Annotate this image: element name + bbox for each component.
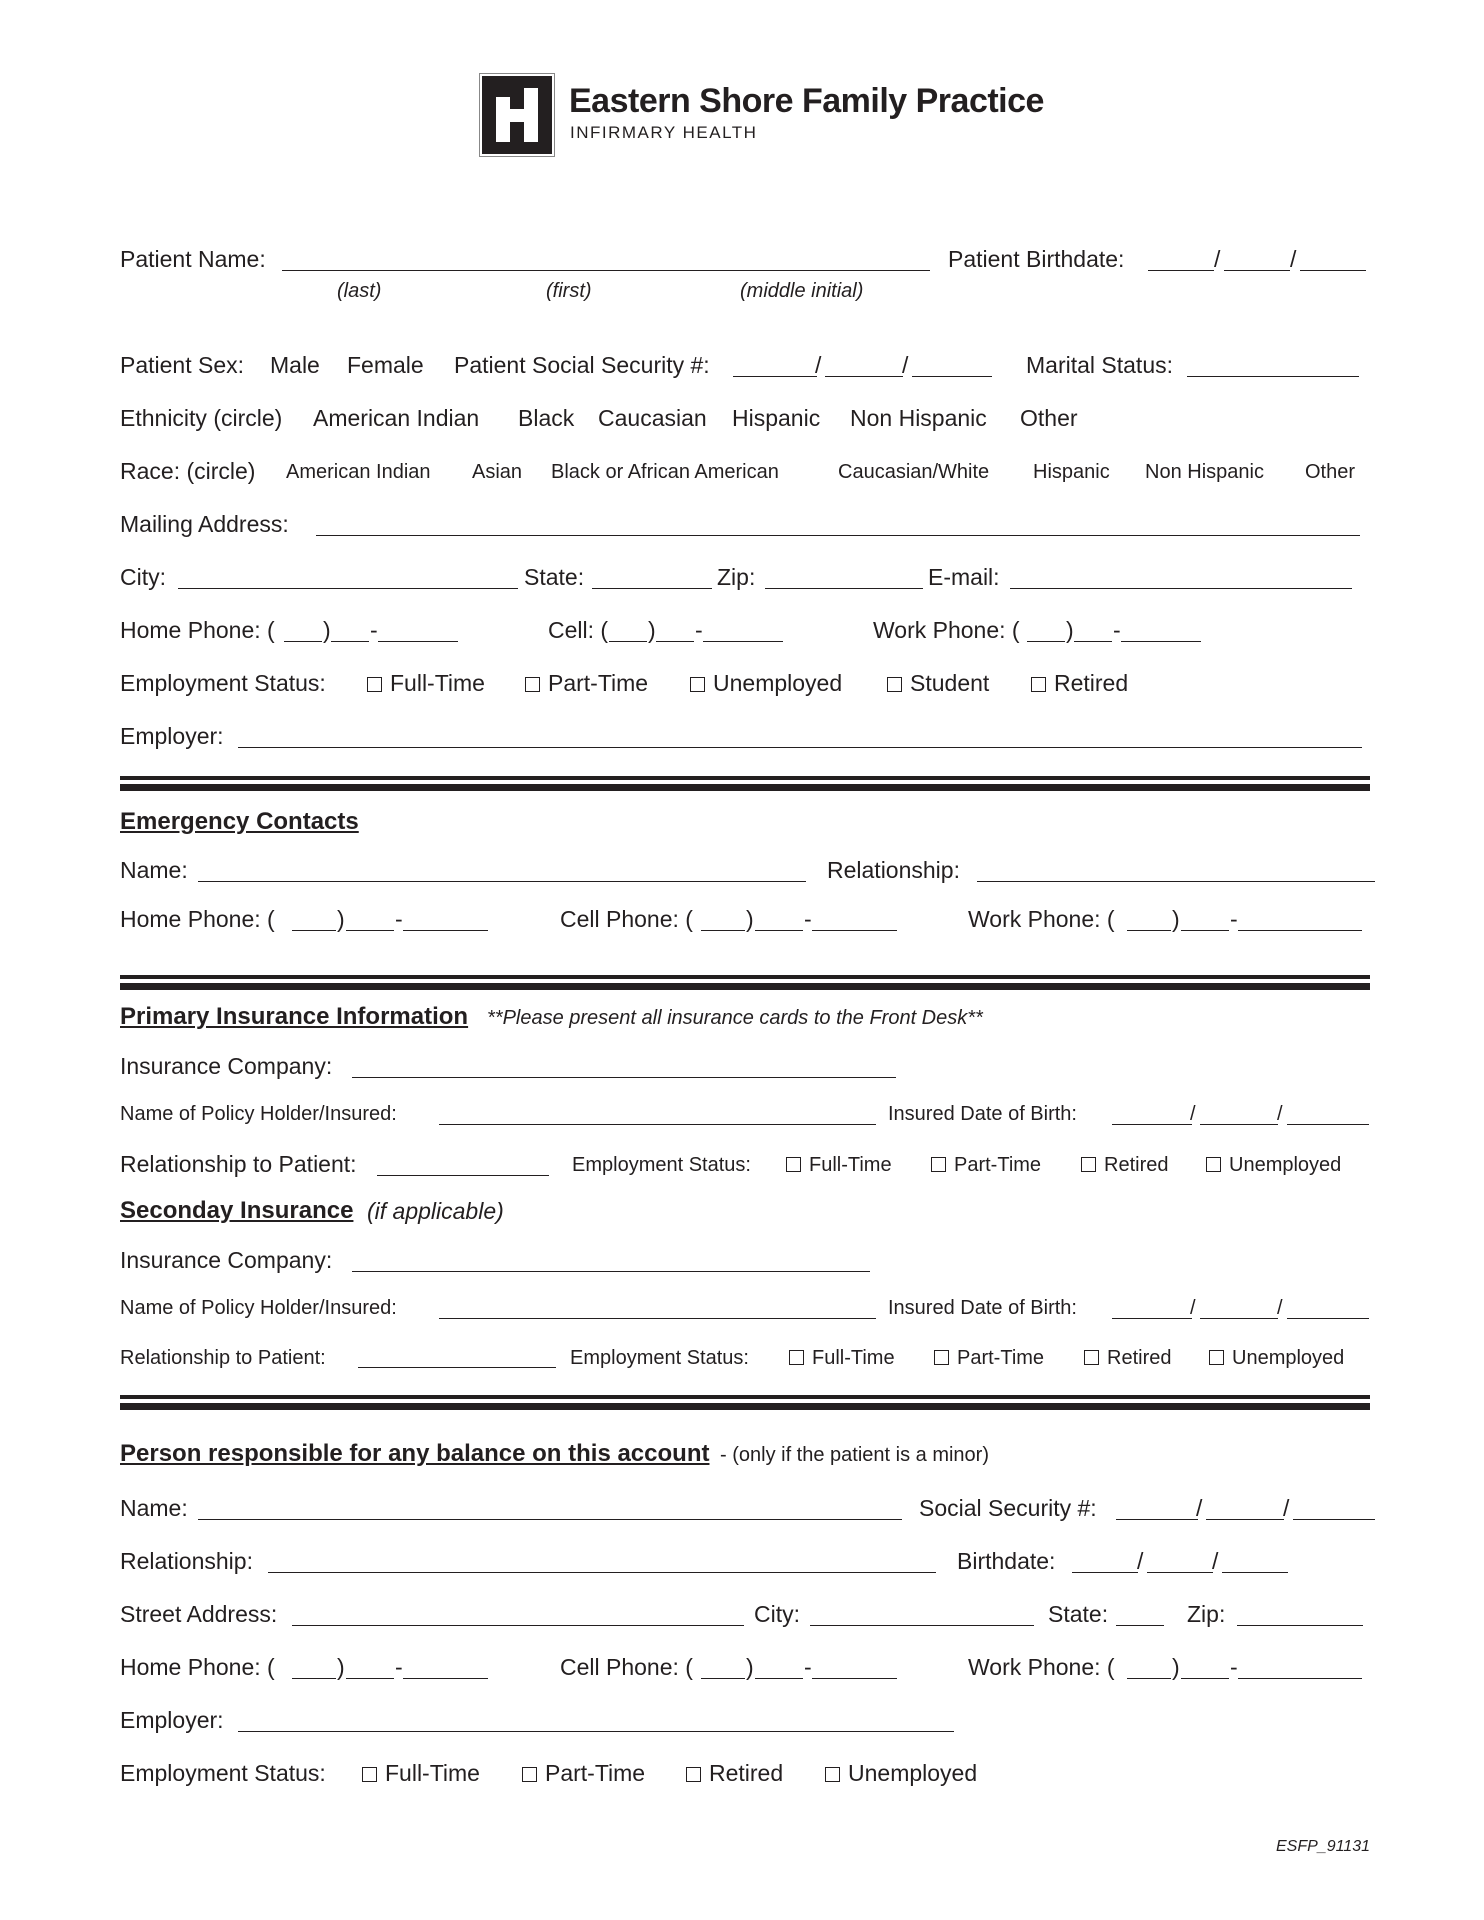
birthdate-day-field[interactable] (1224, 270, 1290, 271)
primary-insurance-heading: Primary Insurance Information (120, 1003, 469, 1030)
section-divider (120, 776, 1370, 791)
checkbox-icon (825, 1767, 840, 1782)
secondary-relationship-label: Relationship to Patient: (120, 1347, 326, 1369)
work-phone-line-field[interactable] (1121, 641, 1201, 642)
option-label: Unemployed (1229, 1154, 1342, 1176)
employment-unemployed-checkbox[interactable] (690, 669, 842, 697)
employment-full-time-checkbox[interactable] (367, 669, 485, 697)
slash: / (815, 352, 822, 378)
race-option-hispanic[interactable]: Hispanic (1033, 461, 1110, 483)
ethnicity-option-black[interactable]: Black (518, 405, 575, 431)
patient-sex-label: Patient Sex: (120, 352, 245, 378)
secondary-employment-full-time-checkbox[interactable] (789, 1345, 895, 1371)
primary-dob-day-field[interactable] (1200, 1124, 1278, 1125)
option-label: Part-Time (954, 1154, 1042, 1176)
marital-status-field[interactable] (1187, 376, 1359, 377)
emergency-home-prefix-field[interactable] (346, 930, 394, 931)
option-label: Unemployed (1232, 1347, 1345, 1369)
ssn-part1-field[interactable] (733, 376, 817, 377)
work-phone-prefix-field[interactable] (1074, 641, 1112, 642)
checkbox-icon (367, 677, 382, 692)
responsible-work-prefix-field[interactable] (1181, 1678, 1229, 1679)
responsible-relationship-field[interactable] (268, 1572, 936, 1573)
secondary-insurance-company-field[interactable] (352, 1271, 870, 1272)
primary-dob-month-field[interactable] (1112, 1124, 1192, 1125)
slash: / (1212, 1548, 1219, 1574)
cell-phone-label: Cell: ( (548, 617, 609, 643)
secondary-employment-unemployed-checkbox[interactable] (1209, 1345, 1344, 1371)
section-divider (120, 975, 1370, 990)
responsible-employment-label: Employment Status: (120, 1760, 326, 1786)
sex-option-female[interactable]: Female (347, 352, 424, 378)
option-label: Part-Time (545, 1760, 646, 1786)
option-label: Unemployed (713, 670, 843, 696)
race-option-non-hispanic[interactable]: Non Hispanic (1145, 461, 1264, 483)
responsible-party-note: - (only if the patient is a minor) (720, 1444, 989, 1466)
home-phone-area-field[interactable] (284, 641, 322, 642)
responsible-birthdate-month-field[interactable] (1072, 1572, 1138, 1573)
responsible-name-label: Name: (120, 1495, 188, 1521)
race-label: Race: (circle) (120, 458, 256, 484)
responsible-birthdate-label: Birthdate: (957, 1548, 1056, 1574)
emergency-work-line-field[interactable] (1238, 930, 1362, 931)
primary-employment-retired-checkbox[interactable] (1081, 1152, 1168, 1178)
paren: ) (337, 1654, 345, 1680)
emergency-cell-area-field[interactable] (701, 930, 745, 931)
birthdate-year-field[interactable] (1300, 270, 1366, 271)
option-label: Retired (709, 1760, 784, 1786)
slash: / (1214, 246, 1221, 272)
ethnicity-option-american-indian[interactable]: American Indian (313, 405, 480, 431)
checkbox-icon (786, 1157, 801, 1172)
emergency-name-field[interactable] (198, 881, 806, 882)
name-hint-last: (last) (337, 280, 382, 302)
secondary-employment-label: Employment Status: (570, 1347, 749, 1369)
responsible-city-field[interactable] (810, 1625, 1034, 1626)
responsible-work-phone-label: Work Phone: ( (968, 1654, 1115, 1680)
checkbox-icon (522, 1767, 537, 1782)
paren: ) (746, 906, 754, 932)
option-label: Part-Time (548, 670, 649, 696)
responsible-street-label: Street Address: (120, 1601, 278, 1627)
responsible-employment-retired-checkbox[interactable] (686, 1759, 783, 1787)
employment-part-time-checkbox[interactable] (525, 669, 648, 697)
emergency-work-phone-label: Work Phone: ( (968, 906, 1115, 932)
dash: - (1113, 617, 1121, 643)
employment-student-checkbox[interactable] (887, 669, 989, 697)
responsible-birthdate-year-field[interactable] (1222, 1572, 1288, 1573)
form-code: ESFP_91131 (1276, 1838, 1370, 1855)
dash: - (370, 617, 378, 643)
ethnicity-option-other[interactable]: Other (1020, 405, 1078, 431)
responsible-cell-phone-label: Cell Phone: ( (560, 1654, 693, 1680)
primary-insurance-company-field[interactable] (352, 1077, 896, 1078)
state-field[interactable] (592, 588, 712, 589)
name-hint-first: (first) (546, 280, 592, 302)
responsible-employment-full-time-checkbox[interactable] (362, 1759, 480, 1787)
sex-option-male[interactable]: Male (270, 352, 320, 378)
emergency-work-prefix-field[interactable] (1181, 930, 1229, 931)
primary-employment-label: Employment Status: (572, 1154, 751, 1176)
cell-phone-line-field[interactable] (703, 641, 783, 642)
checkbox-icon (931, 1157, 946, 1172)
emergency-work-area-field[interactable] (1127, 930, 1171, 931)
responsible-state-label: State: (1048, 1601, 1109, 1627)
option-label: Retired (1104, 1154, 1169, 1176)
option-label: Retired (1054, 670, 1129, 696)
option-label: Student (910, 670, 990, 696)
secondary-employment-part-time-checkbox[interactable] (934, 1345, 1044, 1371)
marital-status-label: Marital Status: (1026, 352, 1173, 378)
emergency-relationship-label: Relationship: (827, 857, 960, 883)
checkbox-icon (1206, 1157, 1221, 1172)
emergency-name-label: Name: (120, 857, 188, 883)
responsible-relationship-label: Relationship: (120, 1548, 253, 1574)
option-label: Full-Time (390, 670, 485, 696)
secondary-insurance-note: (if applicable) (367, 1198, 504, 1224)
secondary-insurance-heading: Seconday Insurance (120, 1197, 354, 1224)
emergency-contacts-heading: Emergency Contacts (120, 808, 359, 835)
paren: ) (323, 617, 331, 643)
ssn-label: Patient Social Security #: (454, 352, 710, 378)
emergency-cell-phone-label: Cell Phone: ( (560, 906, 693, 932)
option-label: Retired (1107, 1347, 1172, 1369)
option-label: Full-Time (812, 1347, 895, 1369)
ethnicity-option-caucasian[interactable]: Caucasian (598, 405, 707, 431)
paren: ) (337, 906, 345, 932)
secondary-insurance-company-label: Insurance Company: (120, 1247, 333, 1273)
responsible-ssn-part2-field[interactable] (1206, 1519, 1284, 1520)
slash: / (1137, 1548, 1144, 1574)
responsible-cell-area-field[interactable] (701, 1678, 745, 1679)
primary-policy-holder-label: Name of Policy Holder/Insured: (120, 1103, 397, 1125)
slash: / (902, 352, 909, 378)
slash: / (1277, 1103, 1283, 1125)
ethnicity-option-non-hispanic[interactable]: Non Hispanic (850, 405, 987, 431)
dash: - (695, 617, 703, 643)
emergency-home-line-field[interactable] (403, 930, 488, 931)
home-phone-line-field[interactable] (378, 641, 458, 642)
responsible-home-line-field[interactable] (403, 1678, 488, 1679)
responsible-home-prefix-field[interactable] (346, 1678, 394, 1679)
race-option-black-african-american[interactable]: Black or African American (551, 461, 779, 483)
employment-status-label: Employment Status: (120, 670, 326, 696)
option-label: Full-Time (809, 1154, 892, 1176)
checkbox-icon (1084, 1350, 1099, 1365)
slash: / (1190, 1103, 1196, 1125)
primary-relationship-label: Relationship to Patient: (120, 1151, 357, 1177)
insurance-cards-note: **Please present all insurance cards to the Front Desk** (487, 1007, 983, 1029)
dash: - (804, 906, 812, 932)
option-label: Part-Time (957, 1347, 1045, 1369)
patient-name-field[interactable] (282, 270, 930, 271)
mailing-address-label: Mailing Address: (120, 511, 289, 537)
checkbox-icon (934, 1350, 949, 1365)
primary-insured-dob-label: Insured Date of Birth: (888, 1103, 1077, 1125)
paren: ) (1172, 1654, 1180, 1680)
checkbox-icon (525, 677, 540, 692)
primary-employment-full-time-checkbox[interactable] (786, 1152, 892, 1178)
checkbox-icon (1031, 677, 1046, 692)
practice-name: Eastern Shore Family Practice (569, 82, 1044, 120)
emergency-home-area-field[interactable] (292, 930, 336, 931)
secondary-dob-year-field[interactable] (1287, 1318, 1369, 1319)
work-phone-label: Work Phone: ( (873, 617, 1020, 643)
responsible-employment-part-time-checkbox[interactable] (522, 1759, 645, 1787)
organization-name: INFIRMARY HEALTH (570, 123, 758, 142)
patient-birthdate-label: Patient Birthdate: (948, 246, 1125, 272)
zip-label: Zip: (717, 564, 756, 590)
responsible-work-line-field[interactable] (1238, 1678, 1362, 1679)
secondary-policy-holder-field[interactable] (439, 1318, 876, 1319)
ssn-part3-field[interactable] (912, 376, 992, 377)
dash: - (395, 1654, 403, 1680)
race-option-other[interactable]: Other (1305, 461, 1356, 483)
emergency-home-phone-label: Home Phone: ( (120, 906, 275, 932)
dash: - (395, 906, 403, 932)
secondary-dob-day-field[interactable] (1200, 1318, 1278, 1319)
responsible-home-phone-label: Home Phone: ( (120, 1654, 275, 1680)
responsible-zip-field[interactable] (1237, 1625, 1363, 1626)
checkbox-icon (362, 1767, 377, 1782)
name-hint-middle-initial: (middle initial) (740, 280, 864, 302)
checkbox-icon (1081, 1157, 1096, 1172)
race-option-asian[interactable]: Asian (472, 461, 523, 483)
employer-field[interactable] (238, 747, 1362, 748)
dash: - (804, 1654, 812, 1680)
dash: - (1230, 1654, 1238, 1680)
responsible-ssn-part1-field[interactable] (1116, 1519, 1198, 1520)
ssn-part2-field[interactable] (825, 376, 903, 377)
slash: / (1190, 1297, 1196, 1319)
paren: ) (1066, 617, 1074, 643)
checkbox-icon (1209, 1350, 1224, 1365)
responsible-birthdate-day-field[interactable] (1147, 1572, 1213, 1573)
city-label: City: (120, 564, 166, 590)
infirmary-health-logo-icon (479, 73, 555, 157)
slash: / (1283, 1495, 1290, 1521)
primary-employment-unemployed-checkbox[interactable] (1206, 1152, 1341, 1178)
responsible-city-label: City: (754, 1601, 800, 1627)
primary-policy-holder-field[interactable] (439, 1124, 876, 1125)
responsible-street-field[interactable] (292, 1625, 744, 1626)
checkbox-icon (686, 1767, 701, 1782)
cell-phone-prefix-field[interactable] (656, 641, 694, 642)
responsible-ssn-label: Social Security #: (919, 1495, 1097, 1521)
ethnicity-label: Ethnicity (circle) (120, 405, 283, 431)
cell-phone-area-field[interactable] (609, 641, 647, 642)
home-phone-prefix-field[interactable] (331, 641, 369, 642)
dash: - (1230, 906, 1238, 932)
responsible-work-area-field[interactable] (1127, 1678, 1171, 1679)
work-phone-area-field[interactable] (1027, 641, 1065, 642)
responsible-cell-prefix-field[interactable] (755, 1678, 803, 1679)
responsible-zip-label: Zip: (1187, 1601, 1226, 1627)
slash: / (1290, 246, 1297, 272)
responsible-ssn-part3-field[interactable] (1293, 1519, 1375, 1520)
responsible-cell-line-field[interactable] (812, 1678, 897, 1679)
responsible-party-heading: Person responsible for any balance on this account (120, 1440, 710, 1467)
option-label: Unemployed (848, 1760, 978, 1786)
primary-relationship-field[interactable] (377, 1175, 549, 1176)
section-divider (120, 1395, 1370, 1410)
email-field[interactable] (1010, 588, 1352, 589)
paren: ) (746, 1654, 754, 1680)
mailing-address-field[interactable] (316, 535, 1360, 536)
home-phone-label: Home Phone: ( (120, 617, 275, 643)
race-option-american-indian[interactable]: American Indian (286, 461, 431, 483)
slash: / (1277, 1297, 1283, 1319)
responsible-employer-label: Employer: (120, 1707, 224, 1733)
employer-label: Employer: (120, 723, 224, 749)
responsible-name-field[interactable] (198, 1519, 902, 1520)
race-option-caucasian-white[interactable]: Caucasian/White (838, 461, 990, 483)
responsible-employment-unemployed-checkbox[interactable] (825, 1759, 977, 1787)
secondary-relationship-field[interactable] (358, 1367, 556, 1368)
primary-insurance-company-label: Insurance Company: (120, 1053, 333, 1079)
city-field[interactable] (178, 588, 518, 589)
checkbox-icon (789, 1350, 804, 1365)
slash: / (1196, 1495, 1203, 1521)
emergency-cell-prefix-field[interactable] (755, 930, 803, 931)
primary-dob-year-field[interactable] (1287, 1124, 1369, 1125)
zip-field[interactable] (765, 588, 923, 589)
patient-name-label: Patient Name: (120, 246, 266, 272)
checkbox-icon (887, 677, 902, 692)
secondary-dob-month-field[interactable] (1112, 1318, 1192, 1319)
state-label: State: (524, 564, 585, 590)
secondary-policy-holder-label: Name of Policy Holder/Insured: (120, 1297, 397, 1319)
employment-retired-checkbox[interactable] (1031, 669, 1128, 697)
birthdate-month-field[interactable] (1148, 270, 1214, 271)
paren: ) (648, 617, 656, 643)
email-label: E-mail: (928, 564, 1000, 590)
responsible-state-field[interactable] (1116, 1625, 1164, 1626)
paren: ) (1172, 906, 1180, 932)
responsible-home-area-field[interactable] (292, 1678, 336, 1679)
primary-employment-part-time-checkbox[interactable] (931, 1152, 1041, 1178)
ethnicity-option-hispanic[interactable]: Hispanic (732, 405, 821, 431)
secondary-employment-retired-checkbox[interactable] (1084, 1345, 1171, 1371)
checkbox-icon (690, 677, 705, 692)
emergency-cell-line-field[interactable] (812, 930, 897, 931)
secondary-insured-dob-label: Insured Date of Birth: (888, 1297, 1077, 1319)
emergency-relationship-field[interactable] (977, 881, 1375, 882)
option-label: Full-Time (385, 1760, 480, 1786)
responsible-employer-field[interactable] (238, 1731, 954, 1732)
